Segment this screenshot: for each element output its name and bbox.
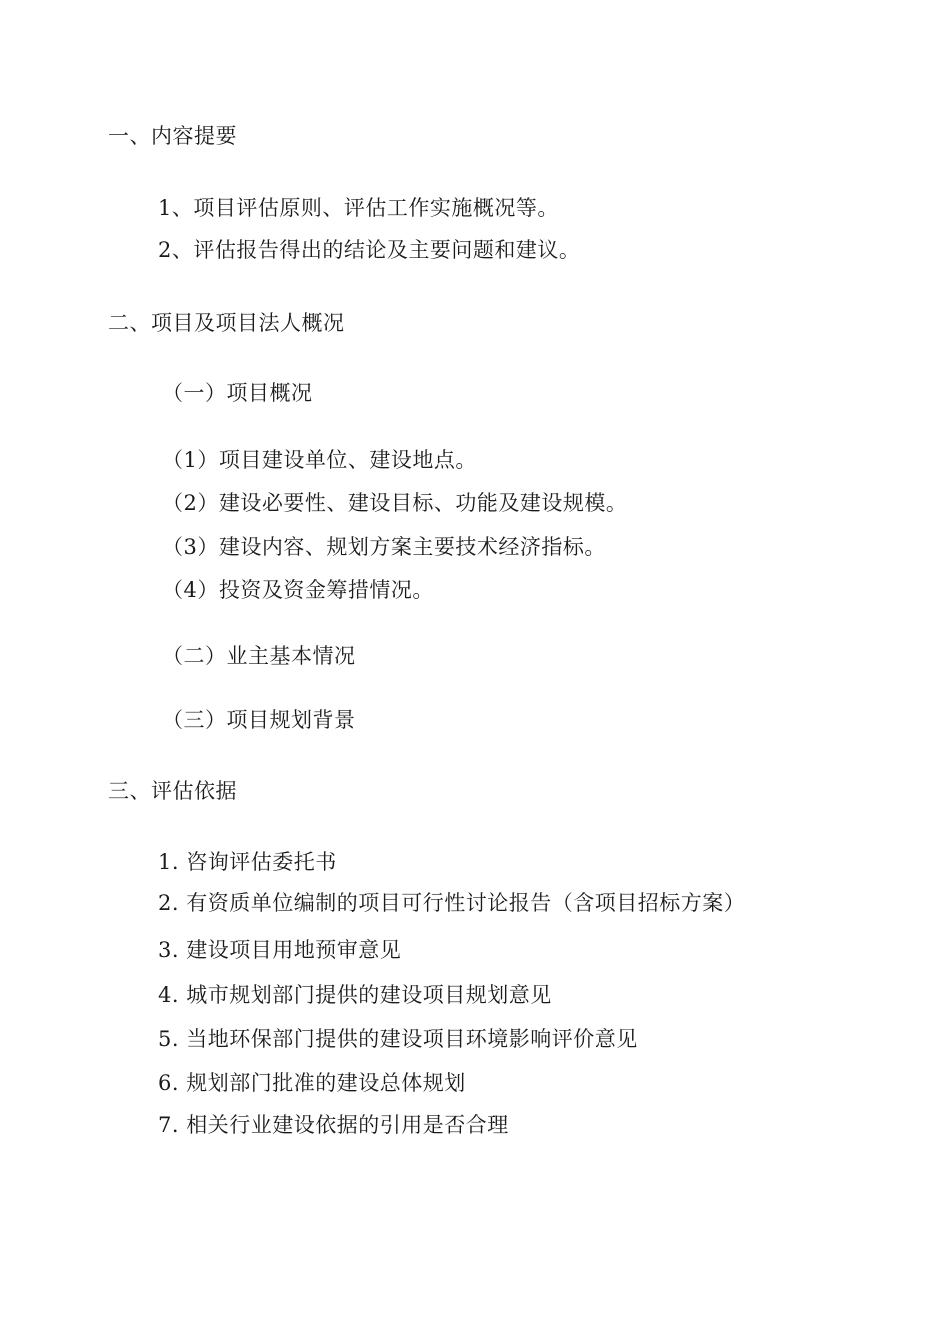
section-heading: 二、项目及项目法人概况 — [108, 311, 345, 335]
list-item: （4）投资及资金筹措情况。 — [162, 578, 434, 602]
list-item: 7. 相关行业建设依据的引用是否合理 — [158, 1113, 509, 1137]
list-item: （1）项目建设单位、建设地点。 — [162, 448, 477, 472]
list-item: 1、项目评估原则、评估工作实施概况等。 — [158, 196, 559, 220]
section-heading: 一、内容提要 — [108, 124, 237, 148]
list-item: 3. 建设项目用地预审意见 — [158, 938, 402, 962]
subsection-heading: （三）项目规划背景 — [162, 708, 356, 732]
section-heading: 三、评估依据 — [108, 779, 237, 803]
list-item: 5. 当地环保部门提供的建设项目环境影响评价意见 — [158, 1027, 638, 1051]
list-item: 4. 城市规划部门提供的建设项目规划意见 — [158, 983, 552, 1007]
list-item: （3）建设内容、规划方案主要技术经济指标。 — [162, 535, 606, 559]
list-item: 2. 有资质单位编制的项目可行性讨论报告（含项目招标方案） — [158, 891, 746, 915]
subsection-heading: （二）业主基本情况 — [162, 644, 356, 668]
list-item: 1. 咨询评估委托书 — [158, 850, 337, 874]
list-item: 6. 规划部门批准的建设总体规划 — [158, 1071, 466, 1095]
list-item: 2、评估报告得出的结论及主要问题和建议。 — [158, 238, 581, 262]
list-item: （2）建设必要性、建设目标、功能及建设规模。 — [162, 491, 628, 515]
subsection-heading: （一）项目概况 — [162, 381, 313, 405]
